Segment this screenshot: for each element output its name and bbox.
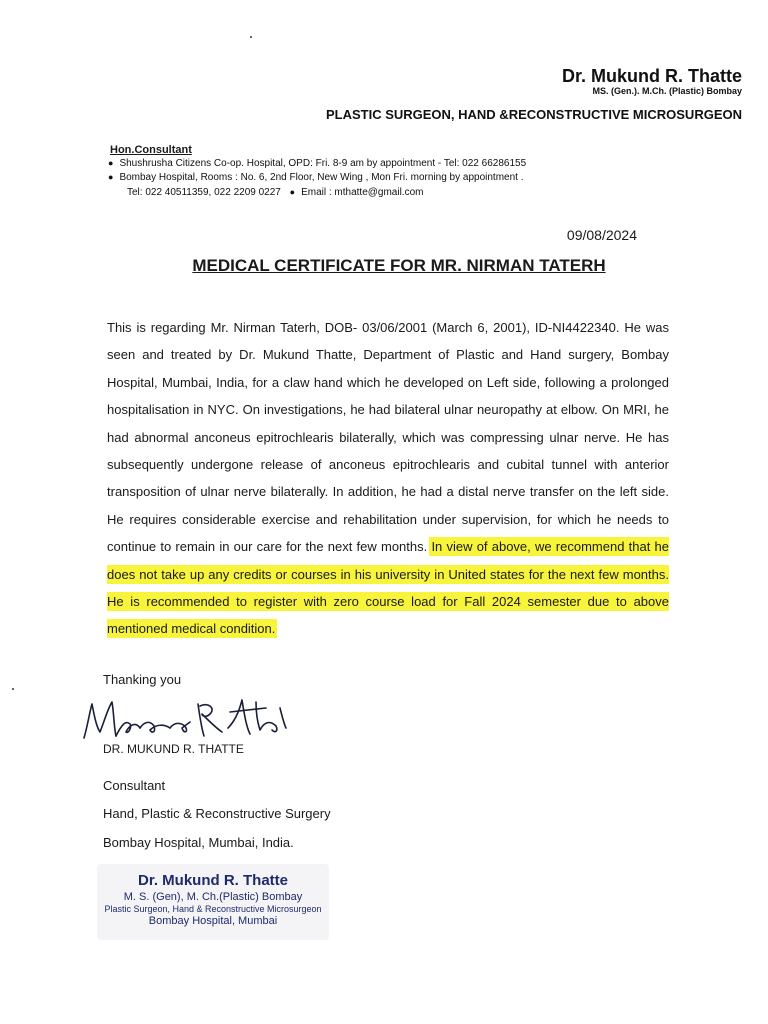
certificate-title: MEDICAL CERTIFICATE FOR MR. NIRMAN TATERH — [192, 256, 606, 275]
email-text: Email : mthatte@gmail.com — [301, 187, 424, 198]
scan-speck — [12, 688, 14, 690]
doctor-stamp — [97, 864, 329, 940]
stamp-qualifications: M. S. (Gen), M. Ch.(Plastic) Bombay — [123, 891, 303, 903]
stamp-specialty: Plastic Surgeon, Hand & Reconstructive Microsurgeon — [104, 904, 322, 914]
signer-location: Bombay Hospital, Mumbai, India. — [103, 835, 294, 850]
body-main-text: This is regarding Mr. Nirman Taterh, DOB- 03/06/2001 (March 6, 2001), ID-NI4422340. He was seen and treated by Dr. Mukund Thatte, Department of Plastic and Hand surgery, Bombay Hospital, Mumbai, India, for a claw hand which he developed on Left side, following a prolonged hospitalisation in NYC. On investigations, he had bilateral ulnar neuropathy at elbow. On MRI, he had abnormal anconeus epitrochlearis bilaterally, which was compressing ulnar nerve. He has subsequently undergone release of anconeus epitrochlearis and cubital tunnel with anterior transposition of ulnar nerve bilaterally. In addition, he had a distal nerve transfer on the left side. He requires considerable exercise and rehabilitation under supervision, for which he needs to continue to remain in our care for the next few months. — [107, 320, 669, 555]
signer-name: DR. MUKUND R. THATTE — [103, 742, 244, 756]
scan-speck — [250, 36, 252, 38]
letterhead-qualifications: MS. (Gen.). M.Ch. (Plastic) Bombay — [592, 86, 742, 96]
handwritten-signature — [80, 694, 300, 746]
bullet-icon: ● — [108, 172, 114, 182]
bullet-icon: ● — [289, 187, 296, 197]
bullet-icon: ● — [108, 158, 114, 168]
highlighted-recommendation: In view of above, we recommend that he does not take up any credits or courses in his university in United states for the next few months. He is recommended to register with zero course load for Fall 2024 semester due to above mentioned medical condition. — [107, 539, 669, 637]
stamp-name: Dr. Mukund R. Thatte — [138, 872, 288, 889]
closing-thanks: Thanking you — [103, 672, 182, 687]
address-line-2 — [108, 172, 524, 183]
certificate-date: 09/08/2024 — [566, 227, 637, 243]
signer-role: Consultant — [103, 778, 166, 793]
address-text: Bombay Hospital, Rooms : No. 6, 2nd Floor, New Wing , Mon Fri. morning by appointment . — [119, 172, 524, 183]
signer-department: Hand, Plastic & Reconstructive Surgery — [103, 806, 331, 821]
certificate-body — [107, 314, 669, 643]
address-text: Shushrusha Citizens Co-op. Hospital, OPD: Fri. 8-9 am by appointment - Tel: 022 66286155 — [119, 158, 527, 169]
telephone-text: Tel: 022 40511359, 022 2209 0227 — [127, 187, 281, 198]
address-line-3 — [127, 187, 423, 198]
letterhead-name: Dr. Mukund R. Thatte — [562, 66, 742, 86]
hon-consultant-heading: Hon.Consultant — [110, 144, 192, 156]
letterhead-specialty: PLASTIC SURGEON, HAND &RECONSTRUCTIVE MICROSURGEON — [325, 107, 742, 122]
address-line-1 — [108, 158, 526, 169]
stamp-hospital: Bombay Hospital, Mumbai — [148, 915, 278, 927]
